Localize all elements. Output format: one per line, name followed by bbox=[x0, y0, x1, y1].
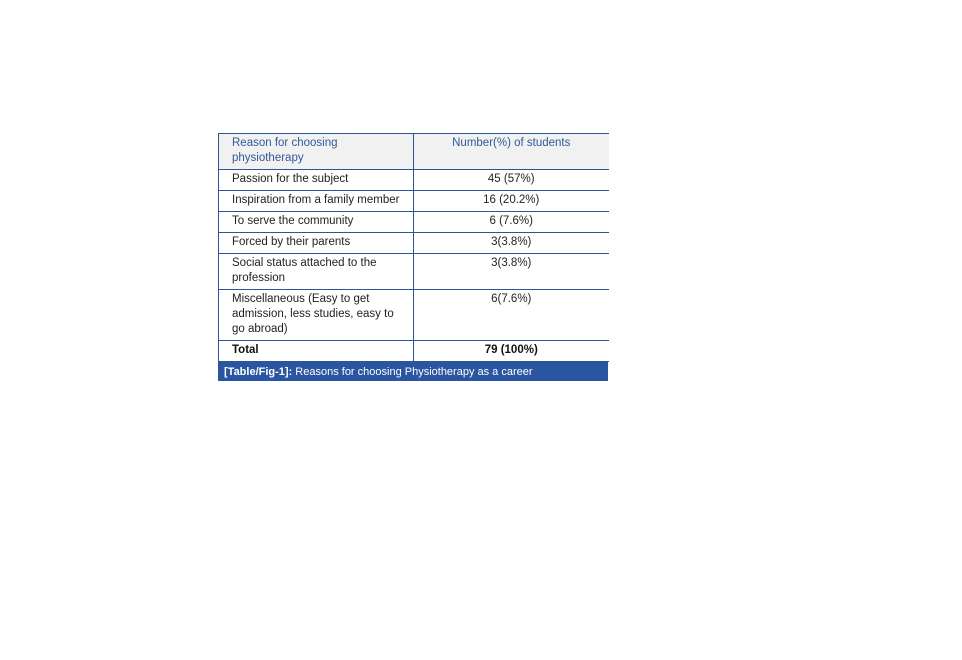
row-reason: Miscellaneous (Easy to get admission, less studies, easy to go abroad) bbox=[219, 290, 414, 341]
caption-label: [Table/Fig-1]: bbox=[224, 366, 293, 378]
row-reason: Inspiration from a family member bbox=[219, 191, 414, 212]
row-number: 3(3.8%) bbox=[414, 254, 609, 290]
row-number: 6 (7.6%) bbox=[414, 212, 609, 233]
row-number: 3(3.8%) bbox=[414, 233, 609, 254]
table-row bbox=[219, 254, 609, 290]
header-number: Number(%) of students bbox=[414, 134, 609, 170]
reasons-table-figure bbox=[218, 133, 608, 381]
total-number: 79 (100%) bbox=[414, 341, 609, 362]
table-row bbox=[219, 212, 609, 233]
total-label: Total bbox=[219, 341, 414, 362]
header-reason: Reason for choosing physiotherapy bbox=[219, 134, 414, 170]
table-row bbox=[219, 170, 609, 191]
table-row bbox=[219, 290, 609, 341]
caption-text: Reasons for choosing Physiotherapy as a career bbox=[292, 366, 533, 378]
row-reason: Passion for the subject bbox=[219, 170, 414, 191]
row-number: 16 (20.2%) bbox=[414, 191, 609, 212]
reasons-table bbox=[218, 133, 609, 362]
row-reason: Forced by their parents bbox=[219, 233, 414, 254]
row-reason: To serve the community bbox=[219, 212, 414, 233]
table-row bbox=[219, 233, 609, 254]
row-number: 45 (57%) bbox=[414, 170, 609, 191]
table-row bbox=[219, 191, 609, 212]
table-caption bbox=[218, 362, 608, 381]
table-header-row bbox=[219, 134, 609, 170]
table-total-row bbox=[219, 341, 609, 362]
row-reason: Social status attached to the profession bbox=[219, 254, 414, 290]
row-number: 6(7.6%) bbox=[414, 290, 609, 341]
